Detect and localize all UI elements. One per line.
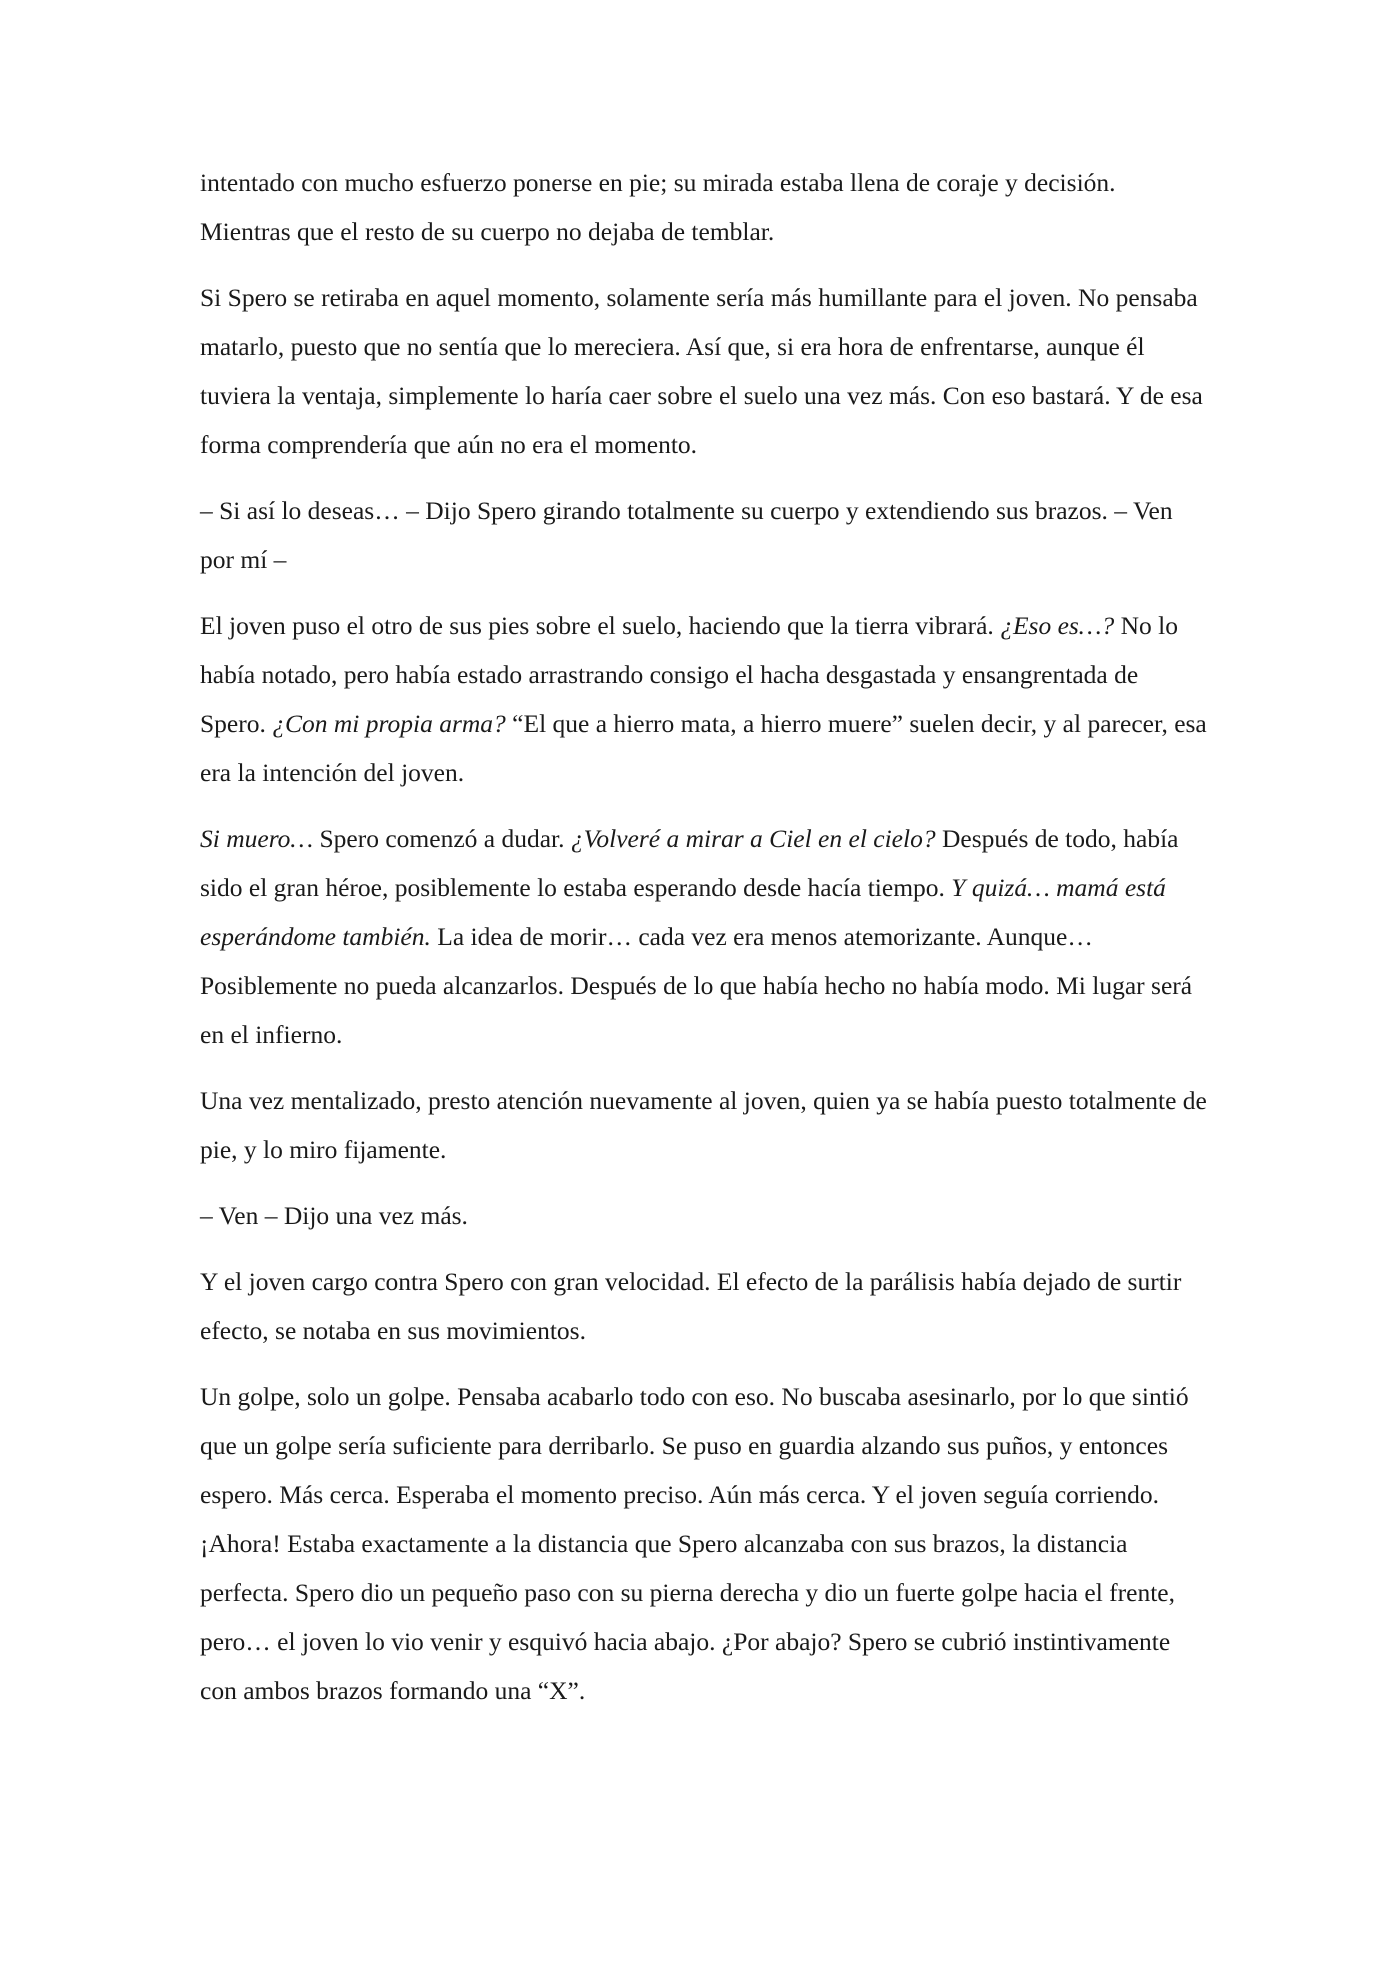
paragraph-4 <box>200 601 1210 797</box>
italic-thought: ¿Con mi propia arma? <box>272 709 506 738</box>
text-span: “El que a hierro mata, a hierro muere” suelen decir, y al parecer, esa era la intención del joven. <box>200 709 1207 787</box>
paragraph-2 <box>200 273 1210 469</box>
text-span: Y el joven cargo contra Spero con gran velocidad. El efecto de la parálisis había dejado de surtir efecto, se notaba en sus movimientos. <box>200 1267 1182 1345</box>
text-span: intentado con mucho esfuerzo ponerse en pie; su mirada estaba llena de coraje y decisión. Mientras que el resto de su cuerpo no dejaba de temblar. <box>200 168 1116 246</box>
paragraph-8 <box>200 1257 1210 1355</box>
text-span: – Si así lo deseas… – Dijo Spero girando totalmente su cuerpo y extendiendo sus brazos. – Ven por mí – <box>200 496 1173 574</box>
text-span: – Ven – Dijo una vez más. <box>200 1201 468 1230</box>
text-span: Después de todo, había sido el gran héroe, posiblemente lo estaba esperando desde hacía tiempo. <box>200 824 1179 902</box>
text-span: Spero comenzó a dudar. <box>313 824 571 853</box>
italic-thought: Si muero… <box>200 824 314 853</box>
italic-thought: ¿Volveré a mirar a Ciel en el cielo? <box>570 824 936 853</box>
italic-thought: ¿Eso es…? <box>1000 611 1115 640</box>
document-page <box>200 158 1210 1732</box>
paragraph-9 <box>200 1372 1210 1715</box>
paragraph-5 <box>200 814 1210 1059</box>
text-span: Si Spero se retiraba en aquel momento, solamente sería más humillante para el joven. No pensaba matarlo, puesto que no sentía que lo mereciera. Así que, si era hora de enfrentarse, aunque él tuviera la ventaja, simplemente lo haría caer sobre el suelo una vez más. Con eso bastará. Y de esa forma comprendería que aún no era el momento. <box>200 283 1203 459</box>
paragraph-3-dialogue <box>200 486 1210 584</box>
paragraph-1 <box>200 158 1210 256</box>
text-span: No lo había notado, pero había estado arrastrando consigo el hacha desgastada y ensangrentada de Spero. <box>200 611 1178 738</box>
text-span: La idea de morir… cada vez era menos atemorizante. Aunque… Posiblemente no pueda alcanzarlos. Después de lo que había hecho no había modo. Mi lugar será en el infierno. <box>200 922 1193 1049</box>
text-span: El joven puso el otro de sus pies sobre el suelo, haciendo que la tierra vibrará. <box>200 611 1001 640</box>
italic-thought: Y quizá… mamá está esperándome también. <box>200 873 1166 951</box>
paragraph-6 <box>200 1076 1210 1174</box>
text-span: Una vez mentalizado, presto atención nuevamente al joven, quien ya se había puesto totalmente de pie, y lo miro fijamente. <box>200 1086 1207 1164</box>
text-span: Un golpe, solo un golpe. Pensaba acabarlo todo con eso. No buscaba asesinarlo, por lo que sintió que un golpe sería suficiente para derribarlo. Se puso en guardia alzando sus puños, y entonces espero. Más cerca. Esperaba el momento preciso. Aún más cerca. Y el joven seguía corriendo. ¡Ahora! Estaba exactamente a la distancia que Spero alcanzaba con sus brazos, la distancia perfecta. Spero dio un pequeño paso con su pierna derecha y dio un fuerte golpe hacia el frente, pero… el joven lo vio venir y esquivó hacia abajo. ¿Por abajo? Spero se cubrió instintivamente con ambos brazos formando una “X”. <box>200 1382 1189 1705</box>
paragraph-7-dialogue <box>200 1191 1210 1240</box>
